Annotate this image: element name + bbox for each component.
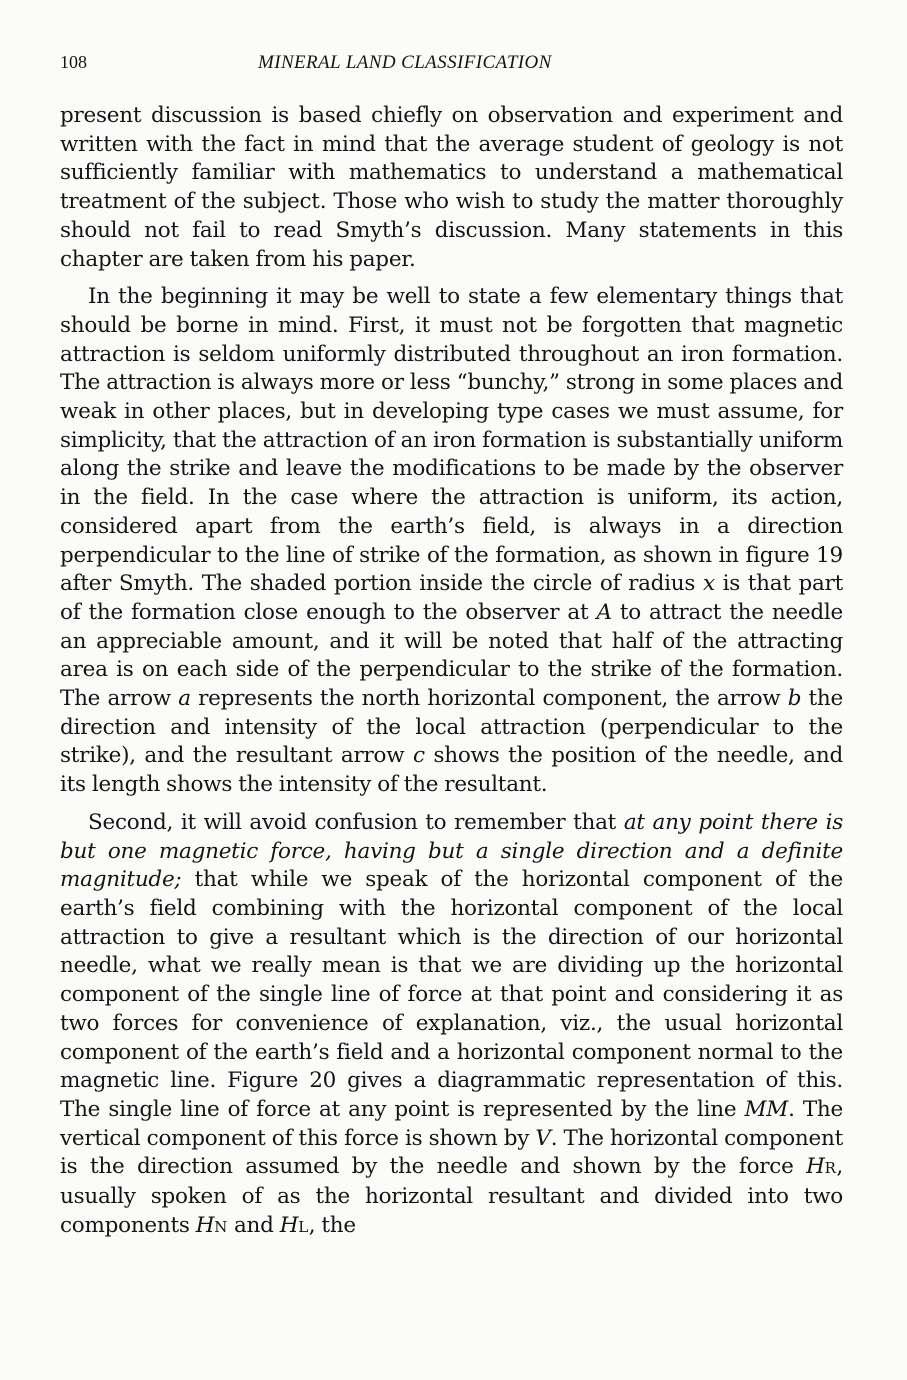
p2-text-6: shows the position of the needle, and its length shows the intensity of the resultant. xyxy=(60,743,843,798)
var-a: a xyxy=(178,686,191,712)
p3-text-2: that while we speak of the horizontal component of the earth’s field combining with the horizontal component of the local attraction to give a resultant which is the direction of our horizontal needle, what we really mean is that we are dividing up the horizontal component of the single line of force at that point and considering it as two forces for convenience of explanation, viz., the usual horizontal component of the earth’s field and a horizontal component normal to the magnetic line. Figure 20 gives a diagrammatic representation of this. The single line of force at any point is represented by the line xyxy=(60,867,843,1122)
var-b: b xyxy=(787,686,802,712)
p3-emphasis: at any point there is but one magnetic force, having but a single direction and a definite magnitude; xyxy=(60,809,843,893)
paragraph-1: present discussion is based chiefly on observation and experiment and written with the fact in mind that the average student of geology is not sufficiently familiar with mathematics to understand a mathematical treatment of the subject. Those who wish to study the matter thoroughly should not fail to read Smyth’s discussion. Many statements in this chapter are taken from his paper. xyxy=(60,103,843,272)
var-HL-H: H xyxy=(279,1212,299,1238)
var-c: c xyxy=(413,743,425,769)
body-text xyxy=(60,102,843,1241)
var-HN-sub: N xyxy=(214,1217,228,1236)
p2-text-4: represents the north horizontal component, the arrow xyxy=(190,686,788,712)
page-number: 108 xyxy=(60,52,87,72)
p2-text-1: In the beginning it may be well to state a few elementary things that should be borne in mind. First, it must not be forgotten that magnetic attraction is seldom uniformly distributed throughout an iron formation. The attraction is always more or less “bunchy,” strong in some places and weak in other places, but in developing type cases we must assume, for simplicity, that the attraction of an iron formation is substantially uniform along the strike and leave the modifications to be made by the observer in the field. In the case where the attraction is uniform, its action, considered apart from the earth’s field, is always in a direction perpendicular to the line of strike of the formation, as shown in figure 19 after Smyth. The shaded portion inside the circle of radius xyxy=(60,284,843,597)
var-HL-sub: L xyxy=(298,1217,309,1236)
running-title: MINERAL LAND CLASSIFICATION xyxy=(258,52,552,73)
p2-text-3: to attract the needle an appreciable amount, and it will be noted that half of the attracting area is on each side of the perpendicular to the strike of the formation. The arrow xyxy=(60,599,843,712)
var-HR-sub: R xyxy=(824,1159,837,1178)
var-HR-H: H xyxy=(806,1154,825,1180)
page-header xyxy=(60,52,846,80)
p3-text-6: and xyxy=(227,1212,280,1238)
paragraph-2 xyxy=(60,283,843,800)
var-A: A xyxy=(596,599,612,625)
p2-text-2: is that part of the formation close enough to the observer at xyxy=(60,571,843,625)
var-HN-H: H xyxy=(195,1212,215,1238)
p3-text-3: . The vertical component of this force is shown by xyxy=(60,1096,843,1151)
var-V: V xyxy=(535,1125,551,1151)
var-MM: MM xyxy=(744,1096,789,1122)
paragraph-3 xyxy=(60,809,843,1242)
p3-text-7: , the xyxy=(308,1212,356,1238)
p3-text-4: . The horizontal component is the direction assumed by the needle and shown by the force xyxy=(60,1125,843,1180)
var-x: x xyxy=(702,571,715,597)
p2-text-5: the direction and intensity of the local attraction (perpendicular to the strike), and the resultant arrow xyxy=(60,686,843,769)
p3-text-1: Second, it will avoid confusion to remember that xyxy=(88,809,624,835)
p3-text-5: , usually spoken of as the horizontal resultant and divided into two components xyxy=(60,1154,843,1238)
